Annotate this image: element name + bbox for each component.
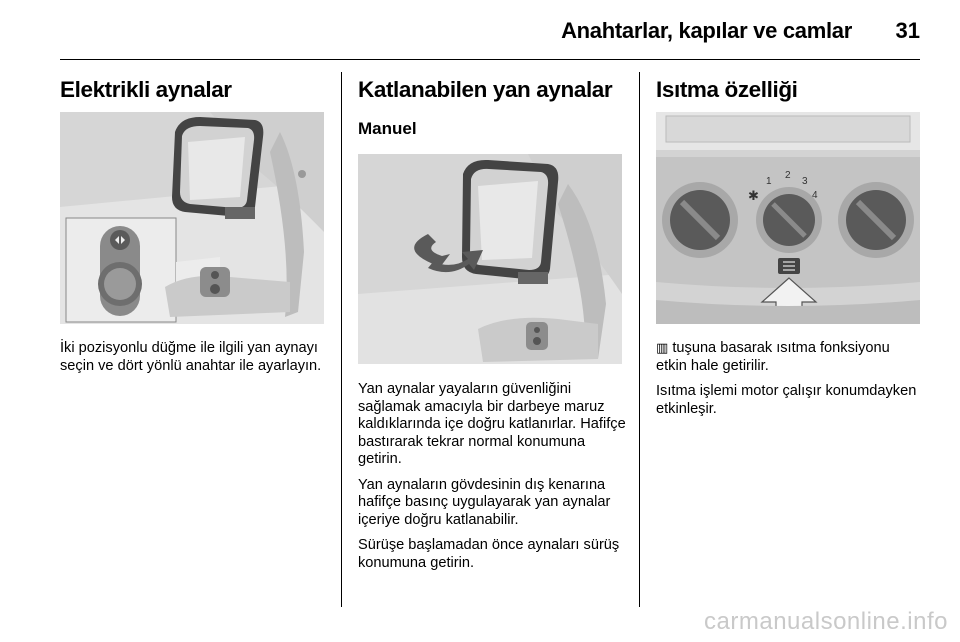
section-title: Isıtma özelliği [656, 77, 798, 102]
paragraph: Sürüşe başlamadan önce aynaları sürüş konumuna getirin. [358, 537, 620, 571]
air-distribution-knob [838, 182, 914, 258]
body-text: İki pozisyonlu düğme ile ilgili yan aynayı seçin ve dört yönlü anahtar ile ayarlayın. [60, 340, 322, 374]
section-electric-mirrors [60, 76, 330, 383]
section-body [358, 381, 626, 572]
section-body [656, 340, 920, 418]
header-divider [60, 59, 920, 60]
paragraph: Yan aynalar yayaların güvenliğini sağlamak amacıyla bir darbeye maruz kaldıklarında içe doğru katlanırlar. Hafifçe bastırarak tekrar normal konumuna getirin. [358, 381, 626, 467]
page-number: 31 [895, 18, 920, 43]
section-heating [656, 76, 922, 426]
fan-speed-1: 1 [766, 176, 772, 187]
column-divider-2 [639, 72, 640, 607]
paragraph-text: tuşuna basarak ısıtma fonksiyonu etkin hale getirilir. [656, 340, 890, 374]
folding-mirror-illustration [358, 154, 622, 364]
watermark: carmanualsonline.info [704, 608, 948, 635]
svg-text:✱: ✱ [748, 189, 759, 204]
section-subtitle: Manuel [358, 119, 417, 138]
column-divider-1 [341, 72, 342, 607]
climate-control-illustration [656, 112, 920, 324]
paragraph: Isıtma işlemi motor çalışır konumdayken etkinleşir. [656, 383, 917, 417]
electric-mirror-illustration [60, 112, 324, 324]
chapter-title: Anahtarlar, kapılar ve camlar [561, 18, 852, 43]
fan-speed-4: 4 [812, 190, 818, 201]
rear-defrost-icon: ▥ [656, 341, 669, 356]
page-header [60, 12, 920, 58]
paragraph [656, 340, 920, 375]
section-title: Katlanabilen yan aynalar [358, 77, 613, 102]
temperature-knob [662, 182, 738, 258]
section-folding-mirrors [358, 76, 624, 580]
section-title: Elektrikli aynalar [60, 77, 232, 102]
fan-speed-3: 3 [802, 176, 808, 187]
paragraph: Yan aynaların gövdesinin dış kenarına hafifçe basınç uygulayarak yan aynalar içeriye doğru katlanabilir. [358, 476, 611, 528]
fan-speed-2: 2 [785, 170, 791, 181]
